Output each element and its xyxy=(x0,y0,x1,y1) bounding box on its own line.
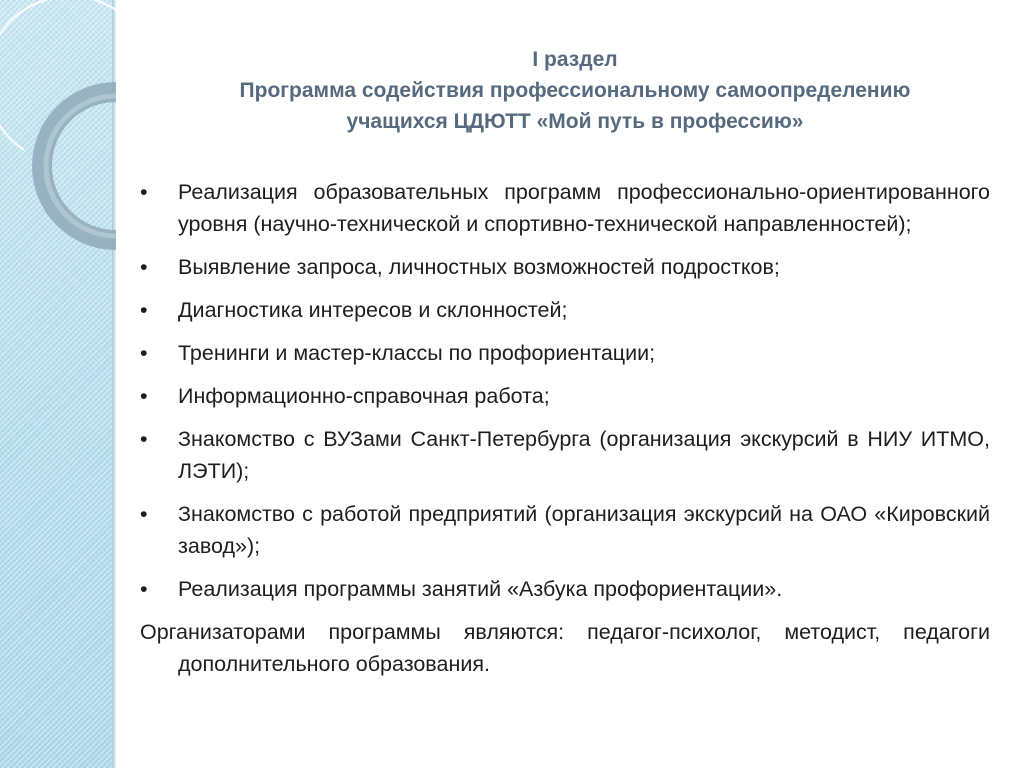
title-program-subtitle: учащихся ЦДЮТТ «Мой путь в профессию» xyxy=(346,110,804,133)
bullet-icon: • xyxy=(140,341,148,365)
list-item xyxy=(140,380,990,412)
bullet-icon: • xyxy=(140,298,148,322)
slide-title xyxy=(140,44,1010,137)
organizers-paragraph: Организаторами программы являются: педагог-психолог, методист, педагоги дополнительного образования. xyxy=(140,620,990,676)
list-item-text: Реализация программы занятий «Азбука профориентации». xyxy=(178,577,783,601)
bullet-icon: • xyxy=(140,180,148,204)
list-item-text: Диагностика интересов и склонностей; xyxy=(178,298,568,322)
list-item xyxy=(140,423,990,487)
list-item xyxy=(140,294,990,326)
title-section-label: I раздел xyxy=(532,48,618,71)
list-item-text: Знакомство с ВУЗами Санкт-Петербурга (организация экскурсий в НИУ ИТМО, ЛЭТИ); xyxy=(178,427,990,483)
bullet-icon: • xyxy=(140,384,148,408)
list-item xyxy=(140,573,990,605)
bullet-icon: • xyxy=(140,502,148,526)
list-item xyxy=(140,498,990,562)
list-item-text: Реализация образовательных программ профессионально-ориентированного уровня (научно-технической и спортивно-технической направленностей); xyxy=(178,180,990,236)
bullet-icon: • xyxy=(140,255,148,279)
list-item xyxy=(140,176,990,240)
bullet-icon: • xyxy=(140,577,148,601)
slide-body xyxy=(140,176,990,680)
bullet-list xyxy=(140,176,990,605)
list-item xyxy=(140,337,990,369)
title-program-name: Программа содействия профессиональному самоопределению xyxy=(239,79,911,102)
list-item xyxy=(140,251,990,283)
list-item-text: Информационно-справочная работа; xyxy=(178,384,550,408)
list-item-text: Выявление запроса, личностных возможностей подростков; xyxy=(178,255,780,279)
list-item-text: Знакомство с работой предприятий (организация экскурсий на ОАО «Кировский завод»); xyxy=(178,502,990,558)
decorative-ring-graphic xyxy=(0,0,116,260)
bullet-icon: • xyxy=(140,427,148,451)
list-item-text: Тренинги и мастер-классы по профориентации; xyxy=(178,341,656,365)
